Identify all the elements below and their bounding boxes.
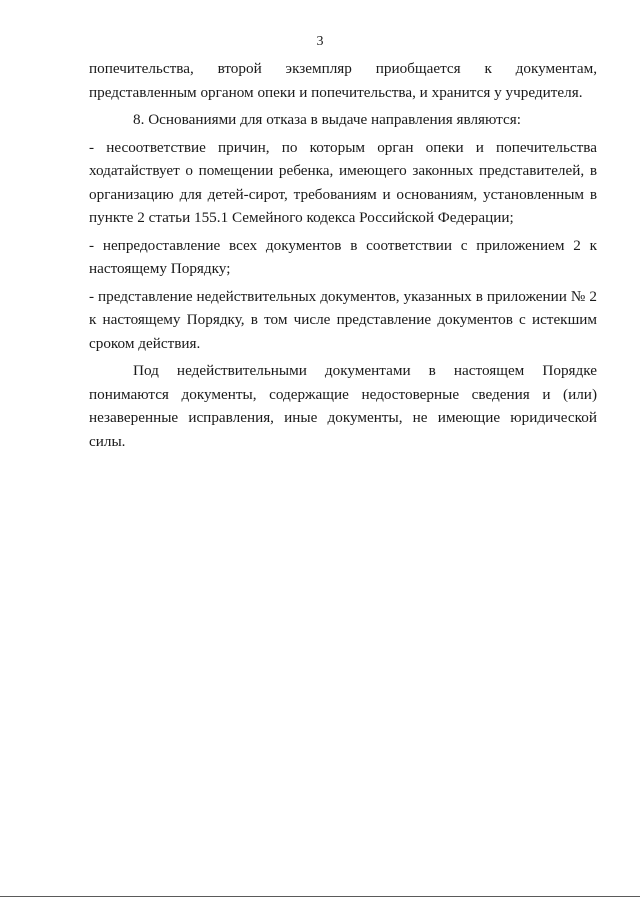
list-item-reason-mismatch: - несоответствие причин, по которым орган опеки и попечительства ходатайствует о помещении ребенка, имеющего законных представителей, в организацию для детей-сирот, требованиям и основаниям, установленным в пункте 2 статьи 155.1 Семейного кодекса Российской Федерации; (89, 138, 597, 226)
paragraph-invalid-definition: Под недействительными документами в настоящем Порядке понимаются документы, содержащие недостоверные сведения и (или) незаверенные исправления, иные документы, не имеющие юридической силы. (89, 362, 597, 450)
paragraph-section-8-heading: 8. Основаниями для отказа в выдаче направления являются: (133, 111, 521, 128)
page-number: 3 (316, 34, 324, 49)
list-item-missing-documents: - непредоставление всех документов в соответствии с приложением 2 к настоящему Порядку; (89, 236, 597, 277)
document-body (89, 57, 597, 457)
bottom-edge-line (0, 896, 640, 897)
paragraph-continuation: попечительства, второй экземпляр приобщается к документам, представленным органом опеки и попечительства, и хранится у учредителя. (89, 60, 597, 101)
list-item-invalid-documents: - представление недействительных документов, указанных в приложении № 2 к настоящему Порядку, в том числе представление документов с истекшим сроком действия. (89, 287, 597, 352)
